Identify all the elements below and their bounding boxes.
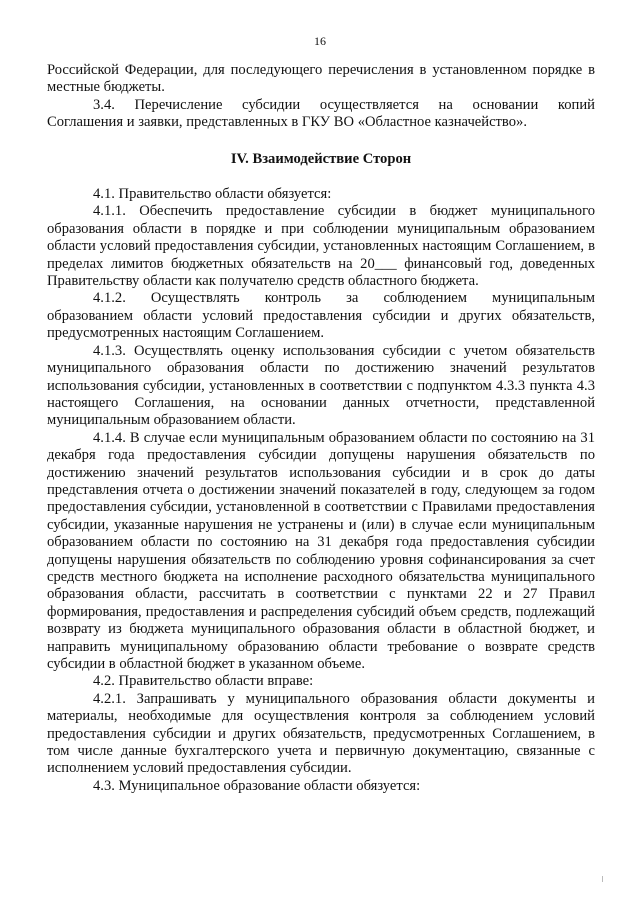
scan-mark	[602, 876, 603, 882]
paragraph-4-1: 4.1. Правительство области обязуется:	[93, 186, 332, 203]
section-heading: IV. Взаимодействие Сторон	[230, 150, 412, 167]
paragraph-4-2: 4.2. Правительство области вправе:	[93, 673, 314, 690]
paragraph-4-2-1: 4.2.1. Запрашивать у муниципального образования области документы и материалы, необходимые для осуществления контроля за соблюдением условий предоставления субсидии и других обязательств, предусмотренных Соглашением, в том числе данные бухгалтерского учета и первичную документацию, связанные с исполнением условий предоставления субсидии.	[47, 690, 595, 777]
paragraph-4-1-2: 4.1.2. Осуществлять контроль за соблюдением муниципальным образованием области условий предоставления субсидии и других обязательств, предусмотренных настоящим Соглашением.	[47, 290, 595, 342]
page-number: 16	[314, 34, 326, 48]
paragraph-3-4: 3.4. Перечисление субсидии осуществляется на основании копий Соглашения и заявки, представленных в ГКУ ВО «Областное казначейство».	[47, 96, 595, 131]
paragraph-4-1-3: 4.1.3. Осуществлять оценку использования субсидии с учетом обязательств муниципального образования области по достижению значений результатов использования субсидии, установленных в соответствии с подпунктом 4.3.3 пункта 4.3 настоящего Соглашения, на основании данных отчетности, представленной муниципальным образованием области.	[47, 342, 595, 429]
paragraph-4-1-1: 4.1.1. Обеспечить предоставление субсидии в бюджет муниципального образования области в порядке и при соблюдении муниципальным образованием области условий предоставления субсидии, установленных настоящим Соглашением, в пределах лимитов бюджетных обязательств на 20___ финансовый год, доведенных Правительству области как получателю средств областного бюджета.	[47, 203, 595, 290]
paragraph-continuation: Российской Федерации, для последующего перечисления в установленном порядке в местные бюджеты.	[47, 62, 595, 96]
paragraph-4-1-4: 4.1.4. В случае если муниципальным образованием области по состоянию на 31 декабря года предоставления субсидии допущены нарушения обязательств по достижению значений результатов использования субсидии и в срок до даты представления отчета о достижении значений показателей в году, следующем за годом предоставления субсидии, установленной в соответствии с Правилами предоставления субсидии, указанные нарушения не устранены и (или) в случае если муниципальным образованием области по состоянию на 31 декабря года предоставления субсидии допущены нарушения обязательств по соблюдению уровня софинансирования за счет средств местного бюджета на исполнение расходного обязательства муниципального образования области, рассчитать в соответствии с пунктами 22 и 27 Правил формирования, предоставления и распределения субсидий объем средств, подлежащий возврату из бюджета муниципального образования области в областной бюджет, и направить муниципальному образованию области требование о возврате средств субсидии в областной бюджет в указанном объеме.	[47, 429, 595, 672]
paragraph-4-3: 4.3. Муниципальное образование области обязуется:	[93, 777, 421, 794]
document-body	[47, 62, 595, 795]
